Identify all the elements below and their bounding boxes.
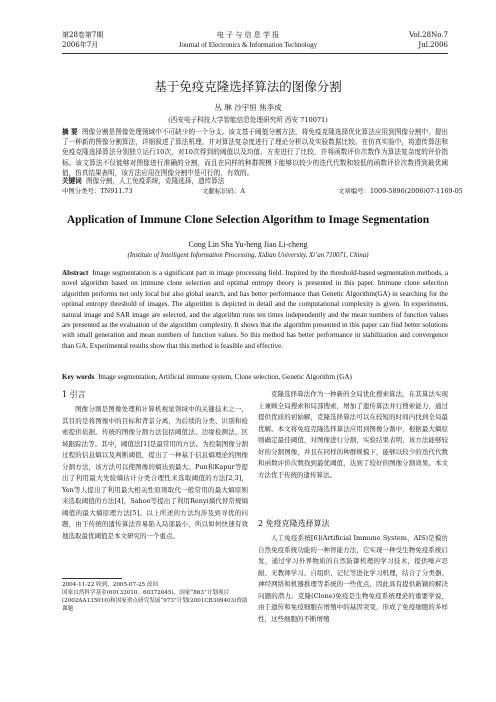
- keywords-cn: [62, 176, 448, 186]
- received-date: 2004-11-22 收到，2005-07-25 改回: [62, 582, 159, 588]
- journal-month: Jul.2006: [418, 41, 448, 49]
- abstract-en: [62, 268, 448, 351]
- footnote-rule: [62, 578, 122, 579]
- keywords-text-cn: 图像分割，人工免疫系统，克隆选择，遗传算法: [85, 177, 225, 185]
- keywords-label-cn: 关键词: [62, 177, 82, 185]
- section-1-heading: 1 引言: [62, 390, 86, 399]
- abstract-label-cn: 摘 要: [62, 128, 78, 136]
- authors-cn: 丛 琳 沙宇恒 焦李成: [214, 103, 282, 112]
- intro-text-left: 图像分割是图像处理和计算机视觉领域中的关键技术之一，其目的是将图像中的目标和背景分离，为后续的分类、识别和检索提供依据。传统的图像分割方法包括阈值法、边缘检测法、区域跟踪法等。其中，阈值法[1]是最常用的方法。为控制图像分割过程的信息熵以及判断阈值，提出了一种基于信息熵理论的图像分割方法，该方法可以使图像的熵达到最大。Pun和Kapur等提出了利用最大先验熵估计分类合理性来选取阈值的方法[2,3]，Yen等人提出了利用最大相关性原则取代一般常用的最大熵原则来选取阈值的方法[4]，Sahoo等提出了利用Renyi熵代替常规熵阈值的最大熵原理方法[5]。以上所述的方法均涉及到寻优的问题，由于传统的遗传算法容易陷入局部最小，所以如何快速有效地选取最优阈值是本文研究的一个重点。: [62, 405, 248, 540]
- funding-note: 国家自然科学基金(60133010，60372045)，国家“863”计划项目(2002AA135010)和国家重点研究发展“973”计划(2001CB309403)资助课题: [62, 590, 248, 612]
- document-code: 文献标识码：A: [202, 187, 245, 195]
- paper-title-en: Application of Immune Clone Selection Algorithm to Image Segmentation: [66, 214, 430, 226]
- article-number: 文章编号：1009-5896(2006)07-1169-05: [338, 187, 463, 195]
- journal-date: 2006年7月: [62, 41, 99, 49]
- journal-name-cn: 电 子 与 信 息 学 报: [216, 31, 280, 39]
- journal-name-en: Journal of Electronics & Information Technology: [178, 41, 318, 49]
- section-2-text: 人工免疫系统[6](Artificial Immune System，AIS)是模仿自然免疫系统功能的一种智能方法，它实现一种受生物免疫系统启发，通过学习外界物质的自然防御机理的学习技术，提供噪声忍耐、无教师学习、自组织、记忆等进化学习机理，结合了分类器、神经网络和机器推理等系统的一些优点，因此具有提供新颖的解决问题的潜力。克隆(Clone)免疫是生物免疫系统理论的重要学说，由于遗传和免疫细胞在增殖中的基因突变，形成了免疫细胞的多样性，这些细胞的不断增殖: [258, 534, 448, 623]
- paper-title-cn: 基于免疫克隆选择算法的图像分割: [154, 79, 342, 94]
- abstract-label-en: Abstract: [62, 269, 89, 277]
- abstract-text-en: Image segmentation is a significant part in image processing field. Inspired by the threshold-based segmentation methods, a novel algorithm based on immune clone selection and optimal entropy theory is presented in this paper. Immune clone selection algorithm performs not only local but also global search, and has better performance than Genetic Algorithm(GA) in searching for the optimal entropy threshold of images. The algorithm is depicted in detail and the computational complexity is given. In experiments, natural image and SAR image are selected, and the algorithm runs ten times independently and the mean numbers of function values are presented as the evaluation of the algorithm complexity. It shows that the algorithm presented in this paper can find better solutions with small generation and mean numbers of function values. So this method has better performance in stabilization and convergence than GA. Experimental results show that this method is feasible and effective.: [62, 269, 448, 350]
- abstract-cn: [62, 127, 448, 178]
- intro-text-right: 克隆选择算法作为一种新的全局优化搜索算法，在其算法实现上兼顾全局搜索和局部搜索，增加了遗传算法并行搜索能力，通过提供优质的初始解，克隆选择算法可以在较短的时间内找到全局最优解。本文将免疫克隆选择算法应用到图像分割中，根据最大熵原则确定最佳阈值，对图像进行分割，实验结果表明，该方法能够较好的分割图像，并且在同样的种群规模下，能够以较少的迭代代数和函数评价次数找到最优阈值，达到了较好的图像分割效果。本文方法优于传统的遗传算法。: [258, 390, 448, 479]
- journal-issue: 第28卷第7期: [62, 31, 104, 39]
- header-rule: [62, 53, 448, 54]
- clc-number: 中图分类号：TN911.73: [62, 187, 133, 195]
- authors-en: Cong Lin Sha Yu-heng Jiao Li-cheng: [188, 240, 308, 249]
- affiliation-en: (Institute of Intelligent Information Processing, Xidian University, Xi’an 710071, China): [127, 252, 369, 259]
- abstract-text-cn: 图像分割是图像处理领域中不可缺少的一个分支。该文基于阈值分割方法，将免疫克隆选择优化算法应用到图像分割中，提出了一种新的图像分割算法，详细叙述了算法机理，并对算法复杂度进行了理论分析以及实验数据比较。在仿真实验中，将遗传算法和免疫克隆选择算法分别独立运行10次，对10次得到的阈值以及均值、方差进行了比较，并将函数评价次数作为算法复杂度的评价指标。该文算法不仅能够对图像进行准确的分割，而且在同样的种群规模下能够以较少的迭代代数和较低的函数评价次数得到最优阈值，仿真结果表明，该方法应用在图像分割中是可行的，有效的。: [62, 128, 449, 177]
- section-2-heading: 2 免疫克隆选择算法: [258, 519, 330, 528]
- keywords-label-en: Key words: [62, 373, 95, 381]
- affiliation-cn: (西安电子科技大学智能信息处理研究所 西安 710071): [168, 116, 328, 124]
- keywords-en: [62, 372, 448, 382]
- keywords-text-en: Image segmentation, Artificial immune system, Clone selection, Genetic Algorithm (GA): [98, 373, 352, 381]
- journal-volume: Vol.28No.7: [409, 31, 448, 39]
